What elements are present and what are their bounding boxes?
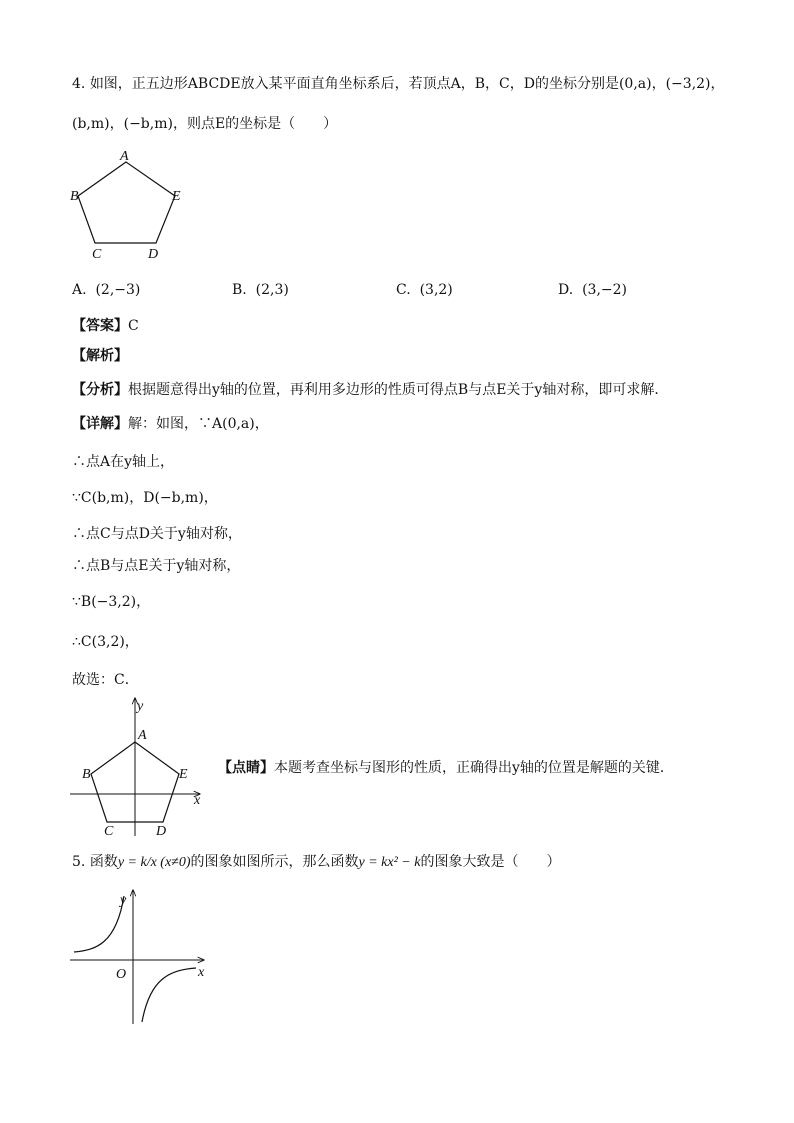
answer-value: C: [128, 318, 139, 334]
option-letter: C.: [396, 282, 411, 298]
label-E: E: [172, 189, 181, 204]
q4-stem-line1: 如图，正五边形ABCDE放入某平面直角坐标系后，若顶点A，B，C，D的坐标分别是(0,a)，(−3,2)，: [89, 76, 725, 92]
q5-hyperbola-graph: [66, 886, 216, 1028]
q5-number: 5.: [72, 854, 86, 870]
q4-stem-line2: (b,m)，(−b,m)，则点E的坐标是（ ）: [72, 116, 338, 132]
label-x: x: [198, 965, 205, 980]
analysis-heading: 【解析】: [72, 348, 128, 364]
label-A: A: [138, 728, 147, 743]
answer-tag: 【答案】: [72, 318, 128, 334]
option-value: (2,−3): [95, 282, 141, 298]
q4-solution-figure: [66, 694, 216, 840]
label-y: y: [137, 699, 144, 714]
pentagon-shape: [78, 162, 175, 243]
fenxi-tag: 【分析】: [72, 382, 128, 398]
step-6: ∵B(−3,2)，: [72, 594, 151, 610]
q4-option-d: [558, 280, 627, 300]
answer-line: [72, 316, 139, 336]
fenxi-line: [72, 380, 668, 400]
label-O: O: [116, 967, 127, 982]
option-letter: B.: [232, 282, 247, 298]
label-C: C: [104, 824, 114, 839]
label-y: y: [120, 893, 127, 908]
dianjing-text: 本题考查坐标与图形的性质，正确得出y轴的位置是解题的关键．: [274, 760, 674, 776]
step-2: ∴点A在y轴上，: [72, 454, 175, 470]
label-E: E: [179, 767, 188, 782]
hyperbola-branch-left: [74, 896, 124, 952]
option-value: (2,3): [255, 282, 289, 298]
q4-pentagon-figure: [66, 146, 196, 266]
label-B: B: [70, 189, 79, 204]
q5-func1: y = k/x (x≠0): [117, 855, 191, 870]
label-D: D: [148, 247, 159, 262]
option-value: (3,−2): [582, 282, 628, 298]
step-5: ∴点B与点E关于y轴对称，: [72, 558, 241, 574]
dianjing-line: [218, 758, 674, 778]
xiangjie-line: [72, 414, 269, 434]
label-D: D: [156, 824, 167, 839]
q5-line: [72, 852, 560, 873]
q5-func2: y = kx² − k: [358, 855, 421, 870]
q4-number: 4.: [72, 76, 86, 92]
q4-option-b: [232, 280, 289, 300]
option-letter: A.: [72, 282, 87, 298]
q5-text-pre: 函数: [89, 854, 118, 870]
hyperbola-branch-right: [142, 968, 196, 1022]
q5-text-post: 的图象大致是（ ）: [420, 854, 561, 870]
q4-line1: [72, 74, 725, 94]
step-7: ∴C(3,2)，: [72, 634, 139, 650]
q5-text-mid: 的图象如图所示，那么函数: [190, 854, 359, 870]
step-8: 故选：C．: [72, 672, 139, 688]
label-B: B: [82, 767, 91, 782]
fenxi-text: 根据题意得出y轴的位置，再利用多边形的性质可得点B与点E关于y轴对称，即可求解．: [128, 382, 669, 398]
label-A: A: [120, 149, 129, 164]
option-value: (3,2): [419, 282, 453, 298]
q4-option-c: [396, 280, 453, 300]
step-3: ∵C(b,m)，D(−b,m)，: [72, 490, 218, 506]
dianjing-tag: 【点睛】: [218, 760, 274, 776]
label-x: x: [194, 793, 201, 808]
step-4: ∴点C与点D关于y轴对称，: [72, 526, 242, 542]
q4-option-a: [72, 280, 140, 300]
label-C: C: [92, 247, 102, 262]
option-letter: D.: [558, 282, 574, 298]
step-1: 解：如图，∵A(0,a)，: [128, 416, 269, 432]
xiangjie-tag: 【详解】: [72, 416, 128, 432]
